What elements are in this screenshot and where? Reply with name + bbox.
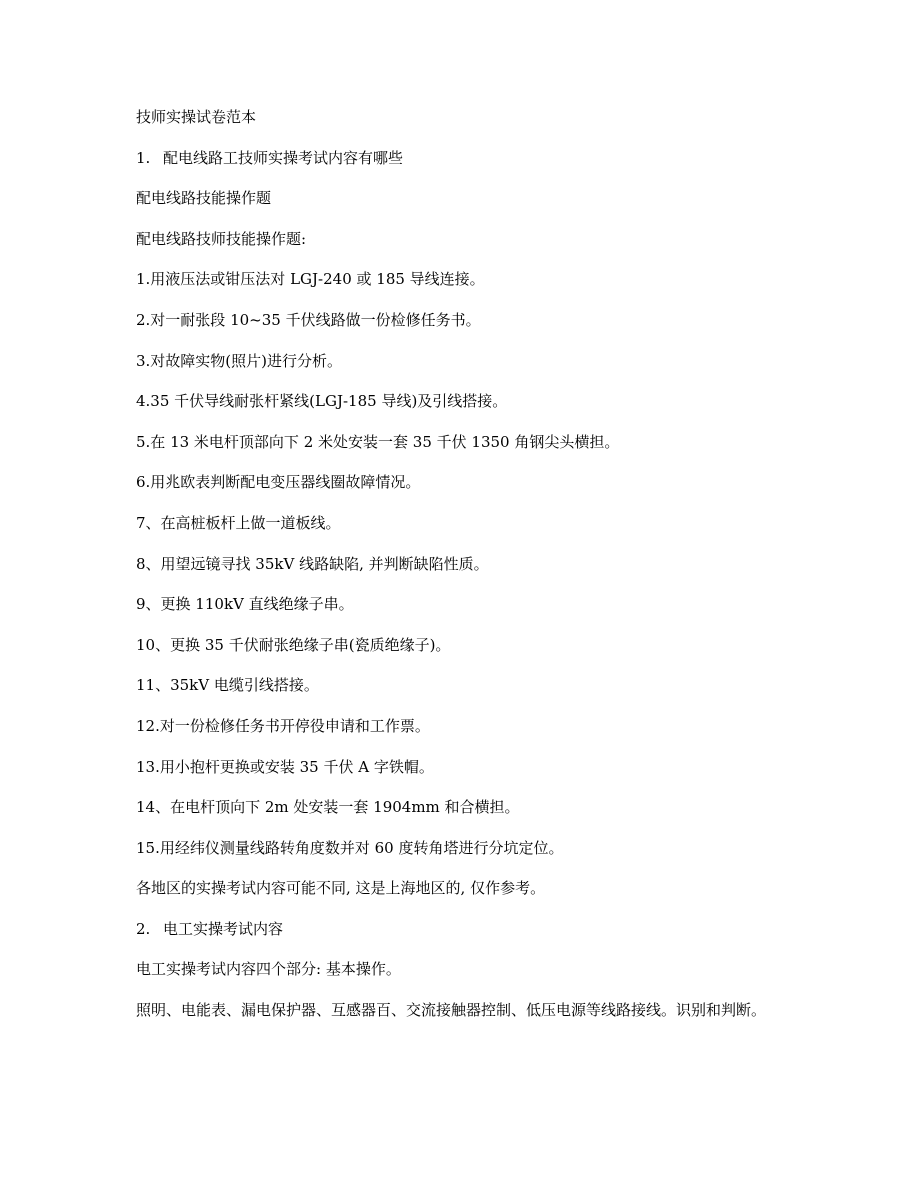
list-item-14: 14、在电杆顶向下 2m 处安装一套 1904mm 和合横担。 bbox=[136, 798, 520, 817]
section-2-title: 电工实操考试内容 bbox=[163, 919, 284, 938]
list-item-15: 15.用经纬仪测量线路转角度数并对 60 度转角塔进行分坑定位。 bbox=[136, 838, 564, 857]
section-1-title: 配电线路工技师实操考试内容有哪些 bbox=[163, 148, 404, 167]
list-item-1: 1.用液压法或钳压法对 LGJ-240 或 185 导线连接。 bbox=[136, 270, 485, 289]
list-item-12: 12.对一份检修任务书开停役申请和工作票。 bbox=[136, 716, 430, 735]
list-item-5: 5.在 13 米电杆顶部向下 2 米处安装一套 35 千伏 1350 角钢尖头横担。 bbox=[136, 432, 620, 451]
list-item-6: 6.用兆欧表判断配电变压器线圈故障情况。 bbox=[136, 473, 421, 492]
list-item-2: 2.对一耐张段 10~35 千伏线路做一份检修任务书。 bbox=[136, 310, 481, 329]
intro-paragraph-1: 配电线路技能操作题 bbox=[136, 189, 272, 208]
document-title: 技师实操试卷范本 bbox=[136, 108, 257, 126]
section-1-heading bbox=[136, 145, 836, 171]
section-1-number: 1. bbox=[136, 148, 151, 167]
section-2-number: 2. bbox=[136, 919, 151, 938]
section-2-paragraph-1: 电工实操考试内容四个部分: 基本操作。 bbox=[136, 960, 401, 979]
regional-note: 各地区的实操考试内容可能不同, 这是上海地区的, 仅作参考。 bbox=[136, 879, 546, 898]
list-item-10: 10、更换 35 千伏耐张绝缘子串(瓷质绝缘子)。 bbox=[136, 635, 451, 654]
section-2-heading bbox=[136, 916, 836, 942]
list-item-4: 4.35 千伏导线耐张杆紧线(LGJ-185 导线)及引线搭接。 bbox=[136, 392, 508, 411]
section-2-paragraph-2: 照明、电能表、漏电保护器、互感器百、交流接触器控制、低压电源等线路接线。识别和判断。 bbox=[136, 1001, 767, 1020]
list-item-7: 7、在高桩板杆上做一道板线。 bbox=[136, 513, 341, 532]
list-item-13: 13.用小抱杆更换或安装 35 千伏 A 字铁帽。 bbox=[136, 757, 434, 776]
list-item-3: 3.对故障实物(照片)进行分析。 bbox=[136, 351, 343, 370]
list-item-9: 9、更换 110kV 直线绝缘子串。 bbox=[136, 595, 354, 614]
list-item-11: 11、35kV 电缆引线搭接。 bbox=[136, 676, 319, 695]
list-item-8: 8、用望远镜寻找 35kV 线路缺陷, 并判断缺陷性质。 bbox=[136, 554, 489, 573]
intro-paragraph-2: 配电线路技师技能操作题: bbox=[136, 229, 307, 248]
document-page bbox=[136, 104, 836, 1038]
